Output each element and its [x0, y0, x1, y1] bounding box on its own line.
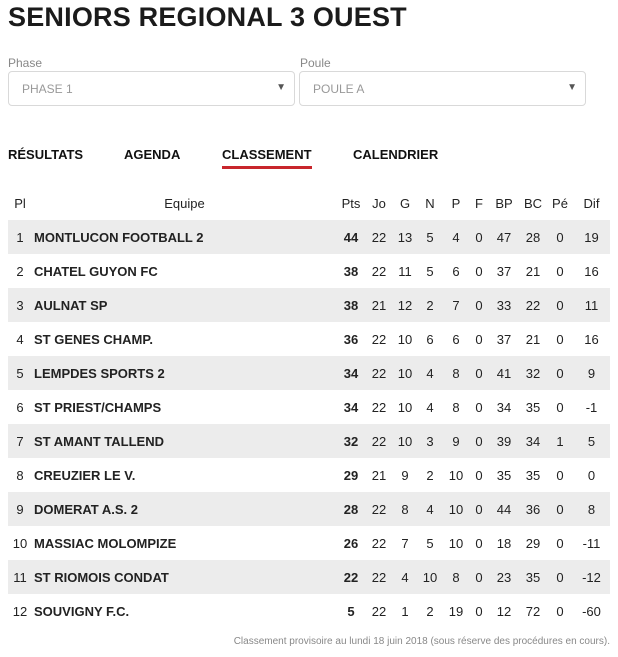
- cell-jo: 22: [365, 526, 393, 560]
- cell-f: 0: [469, 322, 489, 356]
- cell-pe: 0: [547, 288, 573, 322]
- cell-pl: 3: [8, 288, 32, 322]
- cell-jo: 22: [365, 594, 393, 628]
- col-header-pl: Pl: [14, 195, 26, 211]
- cell-g: 10: [393, 424, 417, 458]
- cell-pe: 0: [547, 220, 573, 254]
- cell-bp: 35: [489, 458, 519, 492]
- cell-dif: 0: [573, 458, 610, 492]
- cell-bc: 29: [519, 526, 547, 560]
- cell-bp: 41: [489, 356, 519, 390]
- cell-dif: 16: [573, 322, 610, 356]
- cell-pts: 32: [337, 424, 365, 458]
- cell-dif: 16: [573, 254, 610, 288]
- cell-bc: 21: [519, 322, 547, 356]
- cell-jo: 21: [365, 458, 393, 492]
- cell-g: 12: [393, 288, 417, 322]
- cell-pts: 34: [337, 356, 365, 390]
- cell-p: 6: [443, 322, 469, 356]
- cell-bp: 33: [489, 288, 519, 322]
- table-row: [8, 288, 610, 322]
- cell-equipe: DOMERAT A.S. 2: [32, 492, 337, 526]
- cell-pts: 28: [337, 492, 365, 526]
- cell-jo: 22: [365, 322, 393, 356]
- cell-g: 8: [393, 492, 417, 526]
- cell-f: 0: [469, 254, 489, 288]
- col-header-jo: Jo: [372, 195, 386, 211]
- cell-jo: 22: [365, 254, 393, 288]
- cell-f: 0: [469, 594, 489, 628]
- col-header-f: F: [475, 195, 483, 211]
- cell-p: 9: [443, 424, 469, 458]
- cell-g: 4: [393, 560, 417, 594]
- cell-dif: 9: [573, 356, 610, 390]
- cell-f: 0: [469, 526, 489, 560]
- cell-equipe: CREUZIER LE V.: [32, 458, 337, 492]
- cell-pts: 29: [337, 458, 365, 492]
- table-row: [8, 458, 610, 492]
- cell-bp: 39: [489, 424, 519, 458]
- cell-n: 10: [417, 560, 443, 594]
- cell-f: 0: [469, 220, 489, 254]
- phase-label: Phase: [8, 56, 43, 70]
- cell-n: 2: [417, 288, 443, 322]
- cell-dif: 5: [573, 424, 610, 458]
- cell-g: 11: [393, 254, 417, 288]
- cell-pts: 22: [337, 560, 365, 594]
- cell-pts: 5: [337, 594, 365, 628]
- cell-jo: 22: [365, 560, 393, 594]
- cell-jo: 22: [365, 356, 393, 390]
- cell-bp: 12: [489, 594, 519, 628]
- table-row: [8, 390, 610, 424]
- cell-jo: 22: [365, 390, 393, 424]
- cell-dif: -60: [573, 594, 610, 628]
- col-header-n: N: [425, 195, 435, 211]
- col-header-g: G: [399, 195, 411, 211]
- cell-pl: 7: [8, 424, 32, 458]
- cell-p: 6: [443, 254, 469, 288]
- cell-equipe: SOUVIGNY F.C.: [32, 594, 337, 628]
- cell-equipe: ST GENES CHAMP.: [32, 322, 337, 356]
- table-row: [8, 356, 610, 390]
- cell-bc: 35: [519, 390, 547, 424]
- col-header-equipe: Equipe: [164, 195, 205, 211]
- cell-bc: 34: [519, 424, 547, 458]
- table-row: [8, 424, 610, 458]
- table-row: [8, 322, 610, 356]
- cell-pts: 36: [337, 322, 365, 356]
- cell-bp: 47: [489, 220, 519, 254]
- page-title: SENIORS REGIONAL 3 OUEST: [8, 2, 407, 32]
- cell-g: 9: [393, 458, 417, 492]
- cell-pl: 6: [8, 390, 32, 424]
- cell-p: 4: [443, 220, 469, 254]
- cell-pe: 0: [547, 526, 573, 560]
- cell-pe: 0: [547, 356, 573, 390]
- cell-p: 8: [443, 390, 469, 424]
- cell-pe: 0: [547, 322, 573, 356]
- cell-bp: 34: [489, 390, 519, 424]
- col-header-bc: BC: [523, 195, 543, 211]
- cell-equipe: LEMPDES SPORTS 2: [32, 356, 337, 390]
- cell-dif: 8: [573, 492, 610, 526]
- cell-pl: 5: [8, 356, 32, 390]
- cell-dif: -11: [573, 526, 610, 560]
- col-header-pts: Pts: [341, 195, 361, 211]
- cell-pts: 38: [337, 254, 365, 288]
- active-tab-underline: [222, 166, 312, 169]
- cell-p: 7: [443, 288, 469, 322]
- cell-bc: 72: [519, 594, 547, 628]
- poule-label: Poule: [300, 56, 331, 70]
- cell-equipe: CHATEL GUYON FC: [32, 254, 337, 288]
- col-header-pe: Pé: [552, 195, 568, 211]
- cell-g: 13: [393, 220, 417, 254]
- cell-bc: 35: [519, 458, 547, 492]
- cell-f: 0: [469, 424, 489, 458]
- table-row: [8, 492, 610, 526]
- cell-f: 0: [469, 458, 489, 492]
- cell-jo: 22: [365, 424, 393, 458]
- cell-n: 4: [417, 356, 443, 390]
- col-header-p: P: [451, 195, 461, 211]
- cell-g: 7: [393, 526, 417, 560]
- cell-g: 1: [393, 594, 417, 628]
- cell-bc: 21: [519, 254, 547, 288]
- cell-jo: 21: [365, 288, 393, 322]
- table-row: [8, 526, 610, 560]
- col-header-bp: BP: [495, 195, 513, 211]
- cell-pe: 0: [547, 390, 573, 424]
- cell-g: 10: [393, 390, 417, 424]
- poule-select[interactable]: [299, 71, 586, 106]
- phase-select[interactable]: [8, 71, 295, 106]
- tab-classement[interactable]: CLASSEMENT: [222, 147, 312, 162]
- dropdown-arrow-icon: ▼: [276, 82, 286, 93]
- cell-pl: 4: [8, 322, 32, 356]
- cell-pts: 44: [337, 220, 365, 254]
- cell-f: 0: [469, 356, 489, 390]
- table-row: [8, 560, 610, 594]
- standings-table: [8, 186, 610, 628]
- cell-pe: 0: [547, 492, 573, 526]
- cell-f: 0: [469, 390, 489, 424]
- cell-equipe: AULNAT SP: [32, 288, 337, 322]
- cell-dif: 11: [573, 288, 610, 322]
- cell-pts: 26: [337, 526, 365, 560]
- cell-g: 10: [393, 356, 417, 390]
- cell-g: 10: [393, 322, 417, 356]
- cell-n: 4: [417, 492, 443, 526]
- cell-n: 6: [417, 322, 443, 356]
- cell-bc: 32: [519, 356, 547, 390]
- cell-p: 8: [443, 356, 469, 390]
- table-header-row: [8, 186, 610, 220]
- cell-pl: 8: [8, 458, 32, 492]
- footnote: Classement provisoire au lundi 18 juin 2018 (sous réserve des procédures en cours).: [233, 636, 610, 647]
- cell-n: 2: [417, 458, 443, 492]
- cell-pe: 0: [547, 458, 573, 492]
- cell-pl: 2: [8, 254, 32, 288]
- cell-dif: -1: [573, 390, 610, 424]
- cell-p: 10: [443, 526, 469, 560]
- tab-agenda[interactable]: AGENDA: [124, 147, 181, 162]
- tab-resultats[interactable]: RÉSULTATS: [8, 147, 84, 162]
- cell-n: 5: [417, 254, 443, 288]
- cell-equipe: MONTLUCON FOOTBALL 2: [32, 220, 337, 254]
- cell-bp: 23: [489, 560, 519, 594]
- cell-bc: 35: [519, 560, 547, 594]
- cell-jo: 22: [365, 220, 393, 254]
- cell-bp: 44: [489, 492, 519, 526]
- cell-pl: 1: [8, 220, 32, 254]
- cell-p: 10: [443, 492, 469, 526]
- cell-equipe: ST RIOMOIS CONDAT: [32, 560, 337, 594]
- cell-n: 3: [417, 424, 443, 458]
- cell-pl: 10: [8, 526, 32, 560]
- table-row: [8, 220, 610, 254]
- cell-f: 0: [469, 492, 489, 526]
- table-row: [8, 254, 610, 288]
- cell-n: 2: [417, 594, 443, 628]
- cell-n: 5: [417, 220, 443, 254]
- cell-pl: 9: [8, 492, 32, 526]
- dropdown-arrow-icon: ▼: [567, 82, 577, 93]
- table-row: [8, 594, 610, 628]
- poule-select-value: POULE A: [313, 81, 365, 96]
- cell-p: 10: [443, 458, 469, 492]
- cell-equipe: MASSIAC MOLOMPIZE: [32, 526, 337, 560]
- cell-f: 0: [469, 560, 489, 594]
- cell-bp: 37: [489, 254, 519, 288]
- col-header-dif: Dif: [583, 195, 600, 211]
- cell-equipe: ST PRIEST/CHAMPS: [32, 390, 337, 424]
- cell-p: 19: [443, 594, 469, 628]
- cell-pts: 34: [337, 390, 365, 424]
- tab-calendrier[interactable]: CALENDRIER: [353, 147, 439, 162]
- cell-bc: 36: [519, 492, 547, 526]
- cell-dif: -12: [573, 560, 610, 594]
- cell-bp: 37: [489, 322, 519, 356]
- cell-f: 0: [469, 288, 489, 322]
- cell-pe: 0: [547, 560, 573, 594]
- cell-bc: 28: [519, 220, 547, 254]
- cell-pe: 0: [547, 254, 573, 288]
- phase-select-value: PHASE 1: [22, 81, 73, 96]
- cell-n: 4: [417, 390, 443, 424]
- cell-bc: 22: [519, 288, 547, 322]
- cell-n: 5: [417, 526, 443, 560]
- cell-pl: 11: [8, 560, 32, 594]
- cell-bp: 18: [489, 526, 519, 560]
- cell-dif: 19: [573, 220, 610, 254]
- cell-pts: 38: [337, 288, 365, 322]
- cell-equipe: ST AMANT TALLEND: [32, 424, 337, 458]
- cell-pl: 12: [8, 594, 32, 628]
- cell-p: 8: [443, 560, 469, 594]
- cell-pe: 0: [547, 594, 573, 628]
- cell-jo: 22: [365, 492, 393, 526]
- cell-pe: 1: [547, 424, 573, 458]
